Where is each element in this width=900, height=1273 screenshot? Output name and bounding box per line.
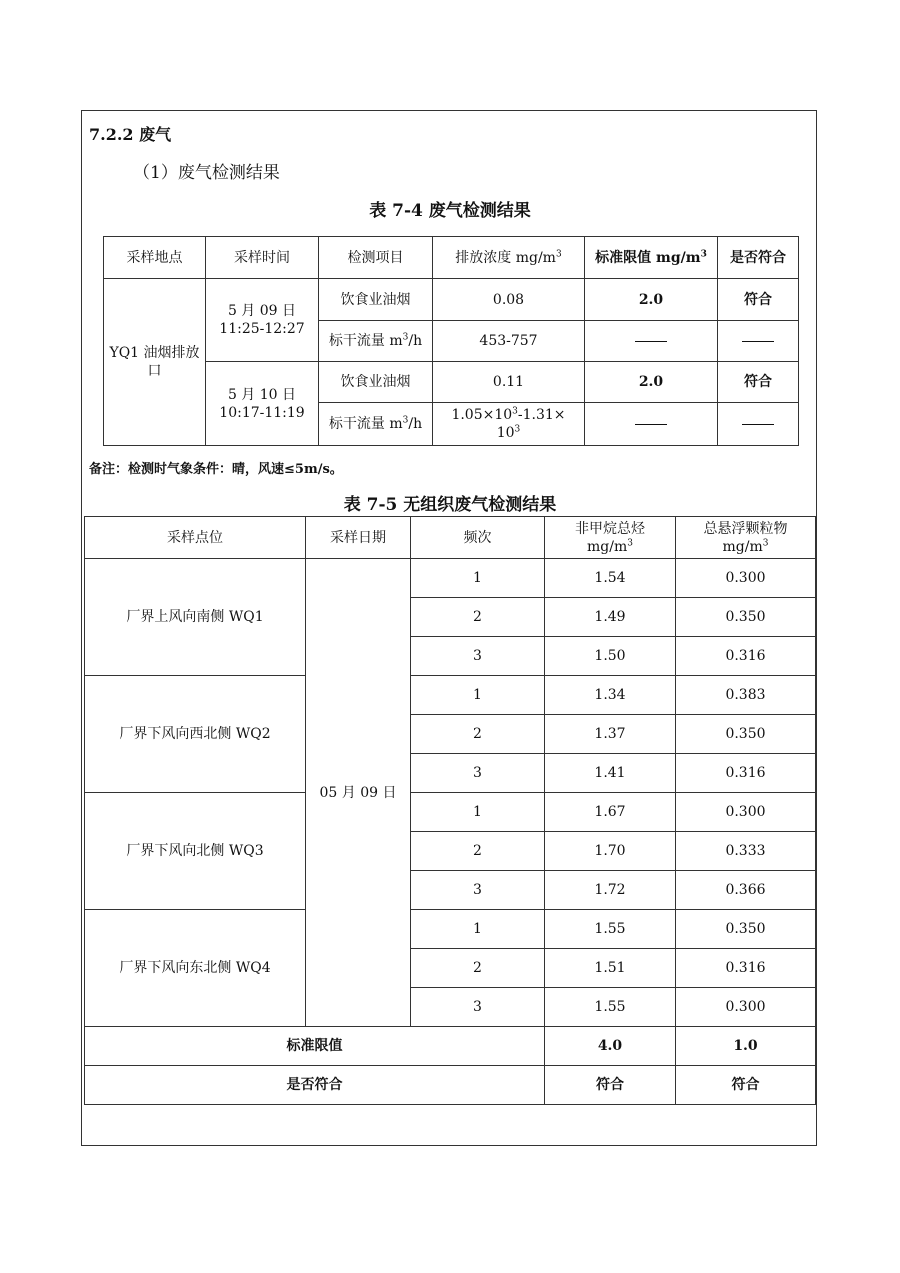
header-point: 采样点位: [85, 517, 306, 559]
compliance-label: 是否符合: [85, 1066, 545, 1105]
section-subheading: （1）废气检测结果: [133, 163, 280, 183]
tsp-cell: 0.316: [676, 754, 816, 793]
freq-cell: 3: [411, 988, 545, 1027]
tsp-cell: 0.383: [676, 676, 816, 715]
nmhc-cell: 1.67: [545, 793, 676, 832]
freq-cell: 3: [411, 637, 545, 676]
limit-cell: 2.0: [585, 362, 718, 403]
header-item: 检测项目: [319, 237, 433, 279]
nmhc-cell: 1.51: [545, 949, 676, 988]
table-row: [104, 362, 799, 403]
weather-note: 备注：检测时气象条件：晴，风速≤5m/s。: [89, 462, 343, 477]
compliance-cell: [718, 321, 799, 362]
time-cell: 5 月 09 日 11:25-12:27: [206, 279, 319, 362]
freq-cell: 2: [411, 949, 545, 988]
dash-mark: [635, 424, 667, 425]
value-cell: 0.08: [433, 279, 585, 321]
table-row: [85, 676, 816, 715]
nmhc-cell: 1.50: [545, 637, 676, 676]
freq-cell: 1: [411, 910, 545, 949]
compliance-cell: [718, 403, 799, 446]
table-row: [85, 910, 816, 949]
nmhc-cell: 1.49: [545, 598, 676, 637]
nmhc-cell: 1.54: [545, 559, 676, 598]
compliance-cell: 符合: [718, 279, 799, 321]
item-cell: 饮食业油烟: [319, 279, 433, 321]
location-cell: YQ1 油烟排放口: [104, 279, 206, 446]
fugitive-gas-table: [84, 516, 816, 1105]
item-cell: 标干流量 $m^3/h$: [319, 321, 433, 362]
point-cell: 厂界下风向东北侧 WQ4: [85, 910, 306, 1027]
compliance-nmhc: 符合: [545, 1066, 676, 1105]
tsp-cell: 0.366: [676, 871, 816, 910]
tsp-cell: 0.350: [676, 715, 816, 754]
nmhc-cell: 1.55: [545, 910, 676, 949]
nmhc-cell: 1.41: [545, 754, 676, 793]
table-row: [85, 559, 816, 598]
point-cell: 厂界下风向北侧 WQ3: [85, 793, 306, 910]
freq-cell: 2: [411, 832, 545, 871]
section-heading: 7.2.2 废气: [89, 125, 172, 144]
tsp-cell: 0.300: [676, 793, 816, 832]
tsp-cell: 0.333: [676, 832, 816, 871]
freq-cell: 1: [411, 676, 545, 715]
tsp-cell: 0.350: [676, 598, 816, 637]
header-freq: 频次: [411, 517, 545, 559]
tsp-cell: 0.350: [676, 910, 816, 949]
item-cell: 标干流量 $m^3/h$: [319, 403, 433, 446]
limit-nmhc: 4.0: [545, 1027, 676, 1066]
compliance-tsp: 符合: [676, 1066, 816, 1105]
nmhc-cell: 1.70: [545, 832, 676, 871]
header-time: 采样时间: [206, 237, 319, 279]
value-cell: $1.05\times 10^3-1.31\times$ $10^3$: [433, 403, 585, 446]
header-nmhc: 非甲烷总烃 $mg/m^3$: [545, 517, 676, 559]
header-limit: 标准限值 $mg/m^3$: [585, 237, 718, 279]
limit-tsp: 1.0: [676, 1027, 816, 1066]
table1-caption: 表 7-4 废气检测结果: [369, 201, 531, 221]
limit-cell: [585, 403, 718, 446]
dash-mark: [635, 341, 667, 342]
nmhc-cell: 1.34: [545, 676, 676, 715]
header-tsp: 总悬浮颗粒物 $mg/m^3$: [676, 517, 816, 559]
table-header-row: [104, 237, 799, 279]
table2-caption: 表 7-5 无组织废气检测结果: [343, 495, 557, 515]
value-cell: 453-757: [433, 321, 585, 362]
header-location: 采样地点: [104, 237, 206, 279]
time-cell: 5 月 10 日 10:17-11:19: [206, 362, 319, 446]
header-concentration: 排放浓度 $mg/m^3$: [433, 237, 585, 279]
value-cell: 0.11: [433, 362, 585, 403]
freq-cell: 3: [411, 871, 545, 910]
header-compliance: 是否符合: [718, 237, 799, 279]
item-cell: 饮食业油烟: [319, 362, 433, 403]
limit-label: 标准限值: [85, 1027, 545, 1066]
compliance-row: [85, 1066, 816, 1105]
date-cell: 05 月 09 日: [306, 559, 411, 1027]
nmhc-cell: 1.37: [545, 715, 676, 754]
tsp-cell: 0.316: [676, 949, 816, 988]
tsp-cell: 0.300: [676, 559, 816, 598]
freq-cell: 1: [411, 559, 545, 598]
tsp-cell: 0.300: [676, 988, 816, 1027]
limit-row: [85, 1027, 816, 1066]
dash-mark: [742, 341, 774, 342]
tsp-cell: 0.316: [676, 637, 816, 676]
point-cell: 厂界下风向西北侧 WQ2: [85, 676, 306, 793]
point-cell: 厂界上风向南侧 WQ1: [85, 559, 306, 676]
nmhc-cell: 1.72: [545, 871, 676, 910]
limit-cell: [585, 321, 718, 362]
freq-cell: 2: [411, 715, 545, 754]
dash-mark: [742, 424, 774, 425]
freq-cell: 1: [411, 793, 545, 832]
freq-cell: 2: [411, 598, 545, 637]
exhaust-gas-table: [103, 236, 799, 446]
table-header-row: [85, 517, 816, 559]
limit-cell: 2.0: [585, 279, 718, 321]
table-row: [104, 279, 799, 321]
freq-cell: 3: [411, 754, 545, 793]
nmhc-cell: 1.55: [545, 988, 676, 1027]
header-date: 采样日期: [306, 517, 411, 559]
compliance-cell: 符合: [718, 362, 799, 403]
table-row: [85, 793, 816, 832]
